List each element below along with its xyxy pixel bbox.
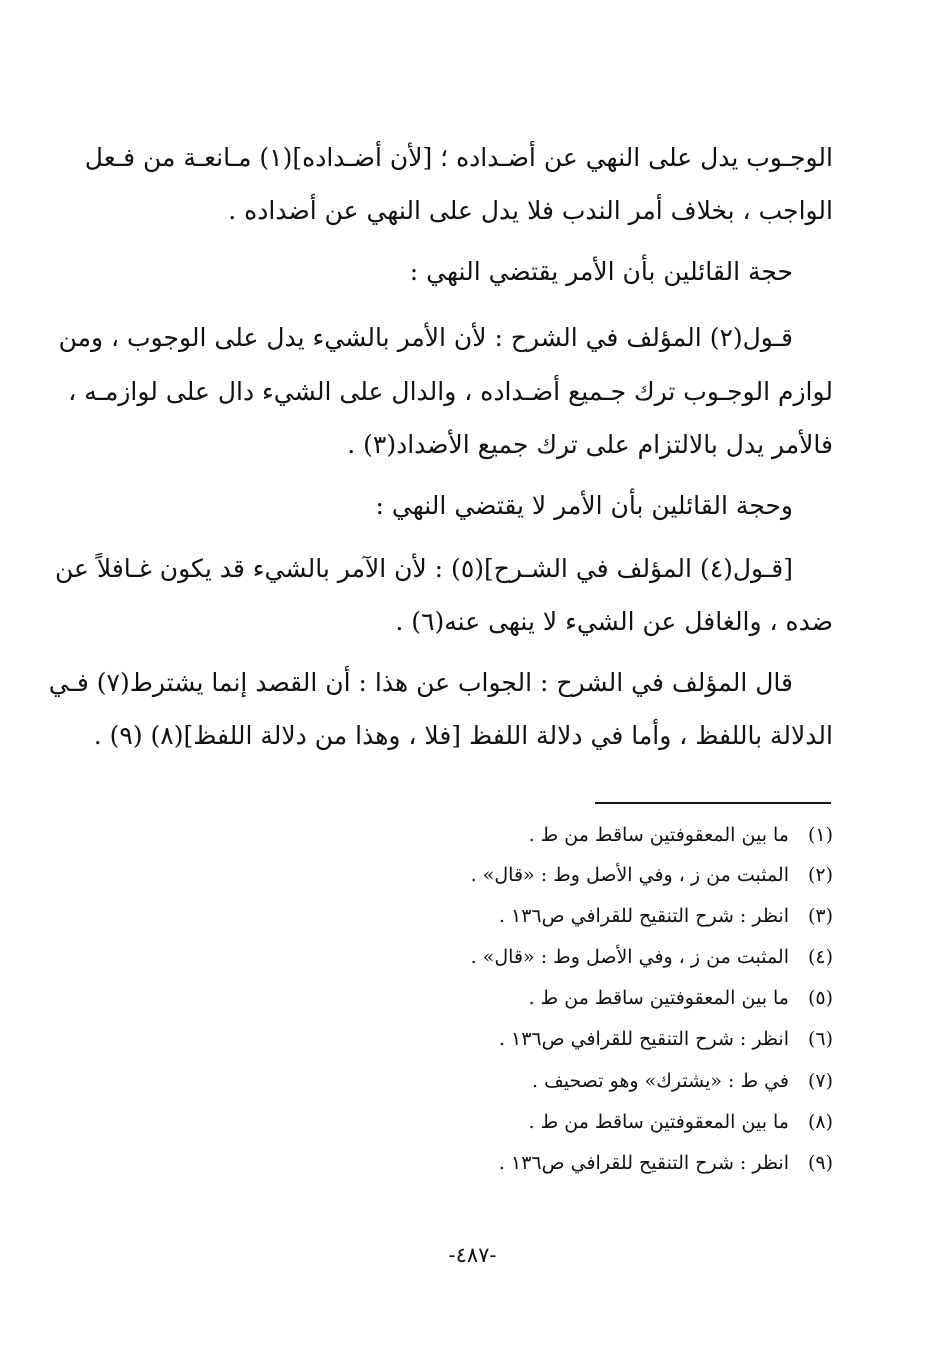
footnote-number: (٩) bbox=[807, 1152, 833, 1174]
footnote-number: (٥) bbox=[807, 987, 833, 1009]
footnote-text: انظر : شرح التنقيح للقرافي ص١٣٦ . bbox=[498, 905, 789, 927]
footnote-4 bbox=[383, 942, 833, 972]
footnote-2 bbox=[383, 860, 833, 890]
footnote-text: المثبت من ز ، وفي الأصل وط : «قال» . bbox=[470, 946, 789, 968]
footnote-8 bbox=[383, 1107, 833, 1137]
footnote-7 bbox=[383, 1066, 833, 1096]
footnote-5 bbox=[383, 983, 833, 1013]
page-number: -٤٨٧- bbox=[448, 1243, 497, 1267]
section-heading-2: وحجة القائلين بأن الأمر لا يقتضي النهي : bbox=[375, 491, 793, 520]
footnote-number: (٨) bbox=[807, 1111, 833, 1133]
footnote-9 bbox=[383, 1148, 833, 1178]
footnote-number: (٧) bbox=[807, 1070, 833, 1092]
section-heading-1: حجة القائلين بأن الأمر يقتضي النهي : bbox=[409, 257, 793, 286]
footnote-number: (١) bbox=[807, 824, 833, 846]
body-line-10: قال المؤلف في الشرح : الجواب عن هذا : أن القصد إنما يشترط(٧) فـي bbox=[48, 668, 793, 697]
footnote-3 bbox=[383, 901, 833, 931]
footnote-text: في ط : «يشترك» وهو تصحيف . bbox=[532, 1070, 789, 1092]
footnote-1 bbox=[383, 820, 833, 850]
footnote-text: المثبت من ز ، وفي الأصل وط : «قال» . bbox=[470, 864, 789, 886]
body-line-1: الوجـوب يدل على النهي عن أضـداده ؛ [لأن أضـداده](١) مـانعـة من فـعل bbox=[84, 143, 833, 172]
body-line-6: فالأمر يدل بالالتزام على ترك جميع الأضداد(٣) . bbox=[347, 430, 833, 459]
footnote-number: (٦) bbox=[807, 1028, 833, 1050]
footnote-text: ما بين المعقوفتين ساقط من ط . bbox=[528, 824, 789, 846]
body-line-8: [قـول(٤) المؤلف في الشـرح](٥) : لأن الآمر بالشيء قد يكون غـافلاً عن bbox=[55, 554, 793, 583]
body-line-11: الدلالة باللفظ ، وأما في دلالة اللفظ [فلا ، وهذا من دلالة اللفظ](٨) (٩) . bbox=[93, 721, 833, 750]
footnote-number: (٣) bbox=[807, 905, 833, 927]
footnote-text: ما بين المعقوفتين ساقط من ط . bbox=[528, 1111, 789, 1133]
body-line-9: ضده ، والغافل عن الشيء لا ينهى عنه(٦) . bbox=[395, 607, 833, 636]
footnote-text: انظر : شرح التنقيح للقرافي ص١٣٦ . bbox=[498, 1028, 789, 1050]
footnote-separator bbox=[595, 802, 831, 804]
footnote-text: انظر : شرح التنقيح للقرافي ص١٣٦ . bbox=[498, 1152, 789, 1174]
body-line-5: لوازم الوجـوب ترك جـميع أضـداده ، والدال على الشيء دال على لوازمـه ، bbox=[68, 377, 833, 406]
footnote-6 bbox=[383, 1024, 833, 1054]
body-line-2: الواجب ، بخلاف أمر الندب فلا يدل على النهي عن أضداده . bbox=[228, 196, 833, 225]
footnote-number: (٢) bbox=[807, 864, 833, 886]
footnote-text: ما بين المعقوفتين ساقط من ط . bbox=[528, 987, 789, 1009]
body-line-4: قـول(٢) المؤلف في الشرح : لأن الأمر بالشيء يدل على الوجوب ، ومن bbox=[58, 323, 793, 352]
footnote-number: (٤) bbox=[807, 946, 833, 968]
